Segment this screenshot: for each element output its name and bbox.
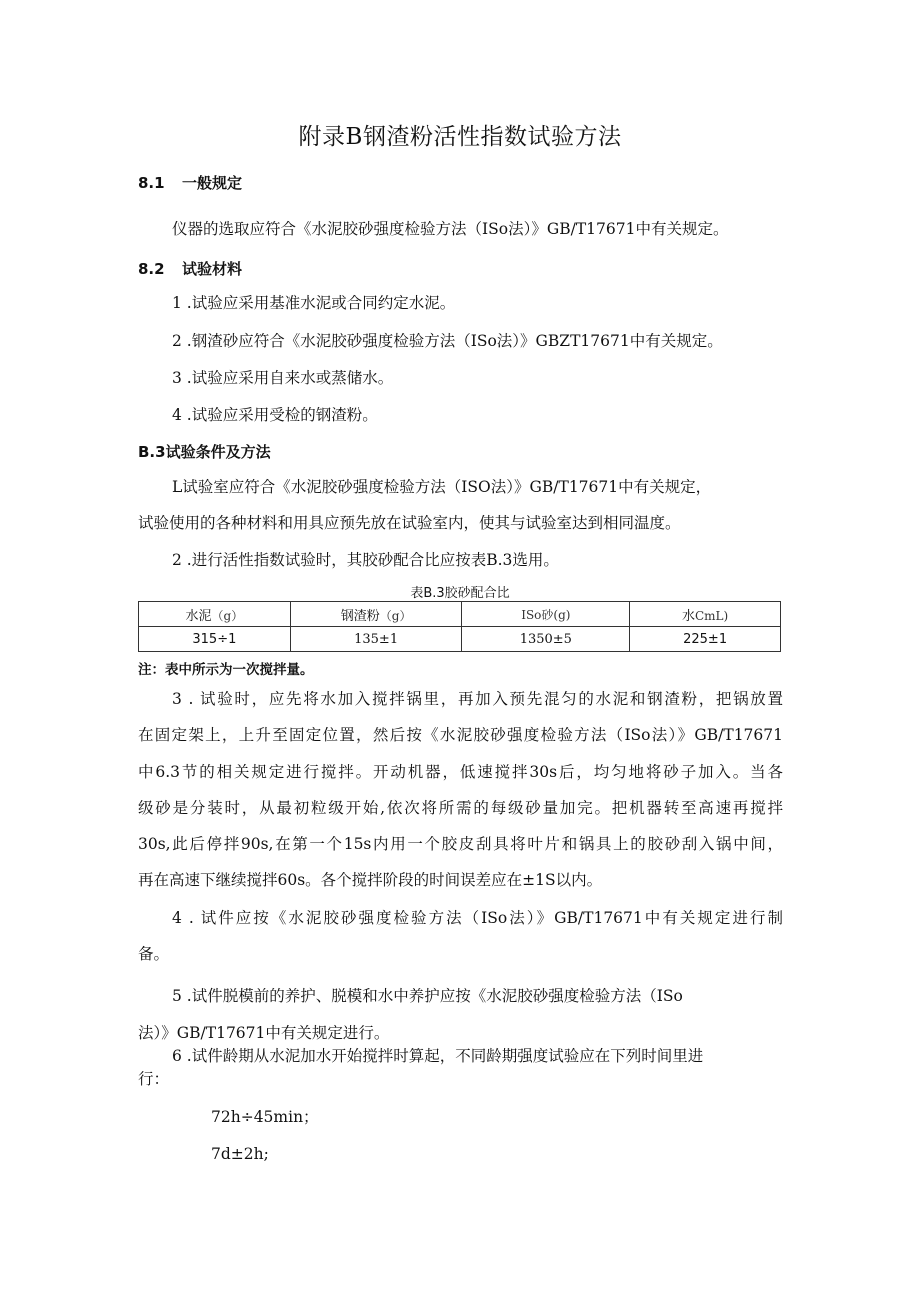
page-title: 附录B钢渣粉活性指数试验方法 [298, 124, 622, 150]
age-item: 7d±2h; [211, 1145, 269, 1163]
section-number: 8.1 [138, 174, 165, 192]
mix-ratio-table [138, 601, 781, 652]
paragraph-line: 2 .进行活性指数试验时，其胶砂配合比应按表B.3选用。 [172, 551, 559, 569]
table-header-water: 水CmL) [630, 602, 781, 627]
paragraph-line: 级砂是分装时，从最初粒级开始,依次将所需的每级砂量加完。把机器转至高速再搅拌 [138, 799, 783, 817]
table-row [139, 627, 781, 652]
table-cell: 315÷1 [139, 627, 291, 652]
paragraph-line: 3 . 试验时，应先将水加入搅拌锅里，再加入预先混匀的水泥和钢渣粉，把锅放置 [172, 690, 783, 708]
paragraph-line: 4 . 试件应按《水泥胶砂强度检验方法（ISo法）》GB/T17671中有关规定进行制 [172, 909, 783, 927]
section-heading-8-2 [138, 258, 242, 279]
table-cell: 1350±5 [462, 627, 630, 652]
table-caption: 表B.3胶砂配合比 [410, 586, 510, 601]
paragraph-line: L试验室应符合《水泥胶砂强度检验方法（ISO法）》GB/T17671中有关规定， [172, 478, 712, 496]
section-number: 8.2 [138, 260, 165, 278]
table-note: 注：表中所示为一次搅拌量。 [138, 662, 314, 678]
section-title: 一般规定 [182, 174, 243, 192]
table-header-slag-powder: 钢渣粉（g） [290, 602, 462, 627]
table-cell: 135±1 [290, 627, 462, 652]
paragraph-line: 试验使用的各种材料和用具应预先放在试验室内，使其与试验室达到相同温度。 [138, 514, 681, 532]
paragraph-line: 再在高速下继续搅拌60s。各个搅拌阶段的时间误差应在±1S以内。 [138, 871, 603, 889]
list-item: 4 .试验应采用受检的钢渣粉。 [172, 406, 378, 424]
list-item: 3 .试验应采用自来水或蒸储水。 [172, 369, 394, 387]
paragraph-line: 行： [138, 1070, 170, 1088]
list-item: 1 .试验应采用基准水泥或合同约定水泥。 [172, 294, 456, 312]
table-header-row [139, 602, 781, 627]
list-item: 2 .钢渣砂应符合《水泥胶砂强度检验方法（ISo法）》GBZT17671中有关规定。 [172, 332, 723, 350]
table-header-cement: 水泥（g） [139, 602, 291, 627]
paragraph-line: 6 .试件龄期从水泥加水开始搅拌时算起，不同龄期强度试验应在下列时间里进 [172, 1047, 704, 1065]
paragraph: 仪器的选取应符合《水泥胶砂强度检验方法（ISo法）》GB/T17671中有关规定。 [172, 220, 729, 238]
paragraph-line: 在固定架上，上升至固定位置，然后按《水泥胶砂强度检验方法（ISo法）》GB/T17671 [138, 726, 783, 744]
section-heading-b3: B.3试验条件及方法 [138, 443, 271, 461]
table-cell: 225±1 [630, 627, 781, 652]
section-heading-8-1 [138, 172, 242, 193]
table-header-iso-sand: ISo砂(g) [462, 602, 630, 627]
paragraph-line: 中6.3节的相关规定进行搅拌。开动机器，低速搅拌30s后，均匀地将砂子加入。当各 [138, 763, 783, 781]
section-title: 试验材料 [182, 260, 243, 278]
age-item: 72h÷45min； [211, 1108, 319, 1126]
paragraph-line: 30s,此后停拌90s,在第一个15s内用一个胶皮刮具将叶片和锅具上的胶砂刮入锅中间， [138, 835, 783, 853]
paragraph-line: 5 .试件脱模前的养护、脱模和水中养护应按《水泥胶砂强度检验方法（ISo [172, 987, 683, 1005]
paragraph-line: 备。 [138, 945, 170, 963]
paragraph-line: 法）》GB/T17671中有关规定进行。 [138, 1024, 390, 1042]
